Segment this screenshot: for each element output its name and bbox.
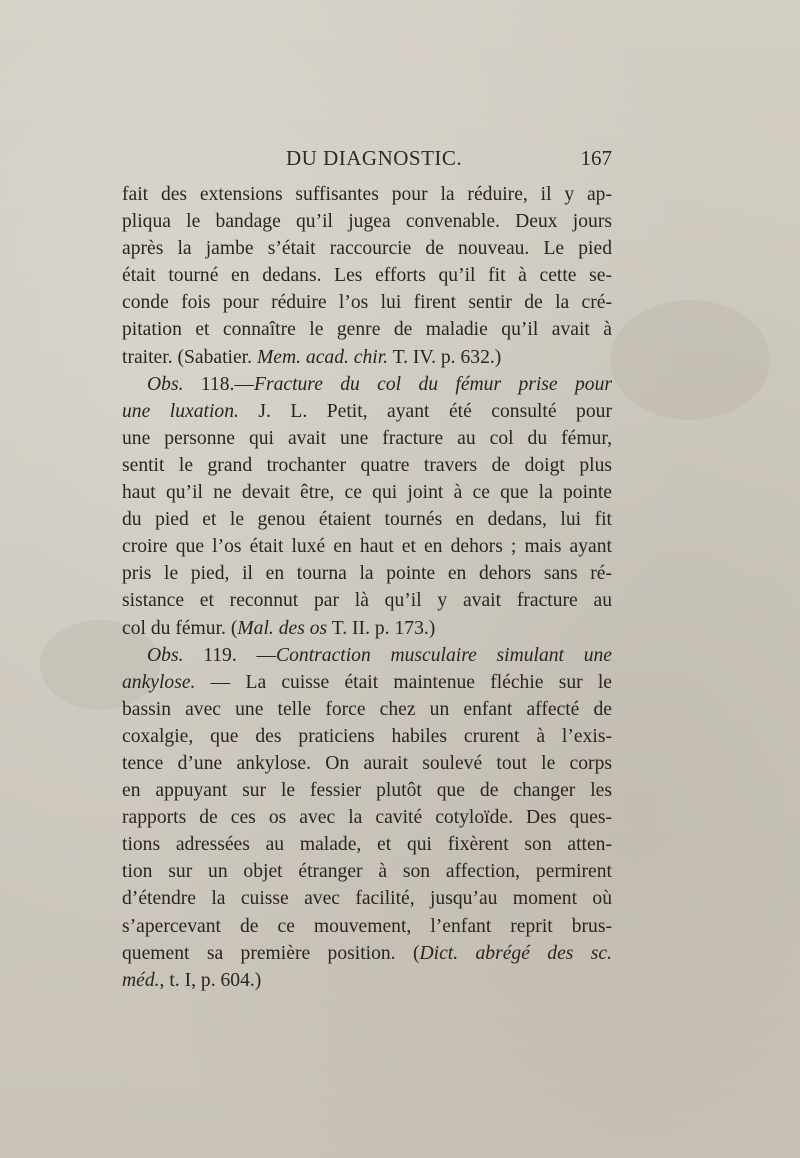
text-line (122, 615, 612, 642)
paper-stain (610, 300, 770, 420)
text-line: fait des extensions suffisantes pour la réduire, il y ap- (122, 184, 612, 205)
text-line (122, 967, 612, 994)
text-line: conde fois pour réduire l’os lui firent sentir de la cré- (122, 292, 612, 314)
text-line: pris le pied, il en tourna la pointe en dehors sans ré- (122, 563, 612, 585)
text-line (122, 398, 612, 425)
text-line: du pied et le genou étaient tournés en dedans, lui fit (122, 509, 612, 531)
obs-title: Contraction musculaire simulant une (276, 644, 612, 666)
obs-label: Obs. (147, 644, 184, 666)
text-line: après la jambe s’était raccourcie de nouveau. Le pied (122, 238, 612, 260)
text-line (122, 344, 612, 371)
obs-title: ankylose. (122, 671, 196, 693)
page-header (122, 146, 612, 176)
text-line: sistance et reconnut par là qu’il y avait fracture au (122, 590, 612, 612)
text-segment: , t. I, p. 604.) (159, 969, 262, 991)
text-segment: J. L. Petit, ayant été consulté pour (258, 400, 612, 422)
text-line: pitation et connaître le genre de maladie qu’il avait à (122, 319, 612, 341)
text-line: sentit le grand trochanter quatre travers de doigt plus (122, 454, 612, 476)
text-line (122, 669, 612, 696)
obs-number: 118.— (200, 373, 254, 395)
text-line: tence d’une ankylose. On aurait soulevé tout le corps (122, 752, 612, 774)
text-line: pliqua le bandage qu’il jugea convenable. Deux jours (122, 211, 612, 233)
text-segment: traiter. (Sabatier. (122, 346, 253, 368)
body-text (122, 181, 612, 994)
obs-title: Fracture du col du fémur prise pour (253, 373, 612, 395)
text-segment: — La cuisse était maintenue fléchie sur le (210, 671, 612, 693)
citation-title: Dict. abrégé des sc. (419, 942, 612, 964)
text-line: d’étendre la cuisse avec facilité, jusqu’au moment où (122, 888, 612, 910)
citation-title: Mal. des os (237, 617, 328, 639)
observation-heading (122, 642, 612, 669)
obs-title: une luxation. (122, 400, 239, 422)
text-line: une personne qui avait une fracture au col du fémur, (122, 427, 612, 449)
text-line: tion sur un objet étranger à son affection, permirent (122, 861, 612, 883)
obs-number: 119. — (203, 644, 277, 666)
text-line: haut qu’il ne devait être, ce qui joint à ce que la pointe (122, 482, 612, 504)
text-line: coxalgie, que des praticiens habiles crurent à l’exis- (122, 725, 612, 747)
text-line: croire que l’os était luxé en haut et en dehors ; mais ayant (122, 536, 612, 558)
text-line: tions adressées au malade, et qui fixèrent son atten- (122, 834, 612, 856)
running-head: DU DIAGNOSTIC. (286, 146, 463, 170)
text-line (122, 940, 612, 967)
text-line: en appuyant sur le fessier plutôt que de changer les (122, 780, 612, 802)
text-line: était tourné en dedans. Les efforts qu’il fit à cette se- (122, 265, 612, 287)
text-line: s’apercevant de ce mouvement, l’enfant reprit brus- (122, 915, 612, 937)
citation-title: méd. (122, 969, 160, 991)
text-segment: col du fémur. ( (122, 617, 238, 639)
text-segment: T. IV. p. 632.) (392, 346, 502, 368)
citation-title: Mem. acad. chir. (256, 346, 389, 368)
text-line: rapports de ces os avec la cavité cotyloïde. Des ques- (122, 807, 612, 829)
observation-heading (122, 371, 612, 398)
page-number: 167 (580, 146, 612, 170)
text-segment: T. II. p. 173.) (331, 617, 436, 639)
text-segment: quement sa première position. ( (122, 942, 420, 964)
obs-label: Obs. (147, 373, 184, 395)
text-line: bassin avec une telle force chez un enfant affecté de (122, 698, 612, 720)
